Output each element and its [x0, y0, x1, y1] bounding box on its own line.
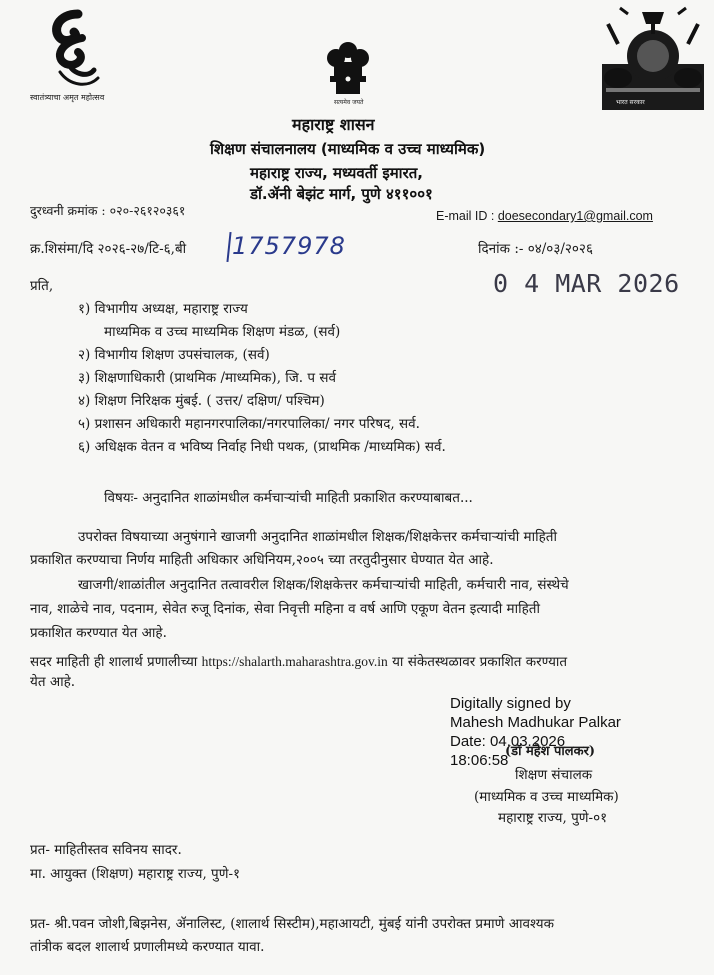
signatory-office: (माध्यमिक व उच्च माध्यमिक)	[474, 789, 619, 805]
recipient-item: ६) अधिक्षक वेतन व भविष्य निर्वाह निधी पथक, (प्राथमिक /माध्यमिक) सर्व.	[78, 439, 446, 455]
body-p3-post: या संकेतस्थळावर प्रकाशित करण्यात	[387, 654, 568, 670]
signatory-place: महाराष्ट्र राज्य, पुणे-०१	[498, 810, 608, 826]
address-line-1: महाराष्ट्र राज्य, मध्यवर्ती इमारत,	[250, 164, 423, 182]
maharashtra-seal	[598, 4, 708, 112]
amrit-mahotsav-tagline: स्वातंत्र्याचा अमृत महोत्सव	[30, 93, 105, 102]
shalarth-url-link[interactable]: https://shalarth.maharashtra.gov.in	[201, 654, 388, 669]
body-paragraph-3-line: येत आहे.	[30, 674, 76, 690]
recipient-heading: प्रति,	[30, 278, 54, 294]
national-emblem	[322, 40, 374, 108]
email-label: E-mail ID :	[436, 209, 498, 223]
copy-line: मा. आयुक्त (शिक्षण) महाराष्ट्र राज्य, पुणे-१	[30, 866, 241, 882]
digital-sign-line: Digitally signed by	[450, 695, 571, 712]
ashoka-lions-icon	[322, 40, 374, 98]
email-line	[436, 209, 653, 223]
recipient-item: २) विभागीय शिक्षण उपसंचालक, (सर्व)	[78, 347, 270, 363]
recipient-item: ५) प्रशासन अधिकारी महानगरपालिका/नगरपालिका/ नगर परिषद, सर्व.	[78, 416, 420, 432]
signatory-title: शिक्षण संचालक	[515, 767, 593, 783]
govt-title: महाराष्ट्र शासन	[292, 115, 375, 134]
handwritten-stroke	[226, 232, 231, 262]
copy-line: प्रत- श्री.पवन जोशी,बिझनेस, ॲनालिस्ट, (शालार्थ सिस्टीम),महाआयटी, मुंबई यांनी उपरोक्त प्रमाणे आवश्यक	[30, 916, 554, 932]
recipient-item: १) विभागीय अध्यक्ष, महाराष्ट्र राज्य	[78, 301, 248, 317]
body-paragraph-1-line: उपरोक्त विषयाच्या अनुषंगाने खाजगी अनुदानित शाळांमधील शिक्षक/शिक्षकेत्तर कर्मचाऱ्यांची माहिती	[78, 529, 557, 545]
email-link[interactable]: doesecondary1@gmail.com	[497, 209, 653, 223]
reference-prefix: क्र.शिसंमा/दि २०२६-२७/टि-६,बी	[30, 241, 187, 257]
phone-number: दुरध्वनी क्रमांक : ०२०-२६१२०३६१	[30, 203, 186, 218]
copy-line: प्रत- माहितीस्तव सविनय सादर.	[30, 842, 182, 858]
digital-sign-time: 18:06:58	[450, 752, 509, 769]
amrit-mahotsav-logo	[30, 8, 140, 108]
body-paragraph-2-line: प्रकाशित करण्यात येत आहे.	[30, 625, 167, 641]
address-line-2: डॉ.ॲनी बेझंट मार्ग, पुणे ४११००१	[250, 185, 433, 203]
seal-caption: भारत सरकार	[616, 99, 645, 106]
recipient-item: ४) शिक्षण निरिक्षक मुंबई. ( उत्तर/ दक्षिण/ पश्चिम)	[78, 393, 325, 409]
date-stamp: 0 4 MAR 2026	[493, 269, 680, 298]
royal-seal-icon	[598, 4, 708, 112]
handwritten-ref-number: 1757978	[232, 232, 346, 260]
amrit-mahotsav-emblem-icon	[30, 8, 110, 92]
subject-line: विषयः- अनुदानित शाळांमधील कर्मचाऱ्यांची माहिती प्रकाशित करण्याबाबत...	[104, 490, 473, 506]
emblem-motto: सत्यमेव जयते	[334, 99, 364, 106]
recipient-item: माध्यमिक व उच्च माध्यमिक शिक्षण मंडळ, (सर्व)	[104, 324, 341, 340]
recipient-item: ३) शिक्षणाधिकारी (प्राथमिक /माध्यमिक), जि. प सर्व	[78, 370, 336, 386]
body-paragraph-2-line: नाव, शाळेचे नाव, पदनाम, सेवेत रुजू दिनांक, सेवा निवृत्ती महिना व वर्ष आणि एकूण वेतन इत्यादी माहिती	[30, 601, 540, 617]
digital-sign-date: Date: 04.03.2026	[450, 733, 566, 750]
digital-sign-name: Mahesh Madhukar Palkar	[450, 714, 621, 731]
body-paragraph-1-line: प्रकाशित करण्याचा निर्णय माहिती अधिकार अधिनियम,२००५ च्या तरतुदीनुसार घेण्यात येत आहे.	[30, 552, 494, 568]
copy-line: तांत्रीक बदल शालार्थ प्रणालीमध्ये करण्यात यावा.	[30, 939, 265, 955]
signatory-name: (डॉ महेश पालकर)	[505, 744, 596, 759]
body-paragraph-3-line	[30, 651, 567, 673]
body-p3-pre: सदर माहिती ही शालार्थ प्रणालीच्या	[30, 654, 202, 670]
letter-date: दिनांक :- ०४/०३/२०२६	[478, 241, 593, 257]
office-title: शिक्षण संचालनालय (माध्यमिक व उच्च माध्यमिक)	[210, 140, 486, 158]
body-paragraph-2-line: खाजगी/शाळांतील अनुदानित तत्वावरील शिक्षक/शिक्षकेत्तर कर्मचाऱ्यांची माहिती, कर्मचारी नाव, संस्थेचे	[78, 577, 569, 593]
